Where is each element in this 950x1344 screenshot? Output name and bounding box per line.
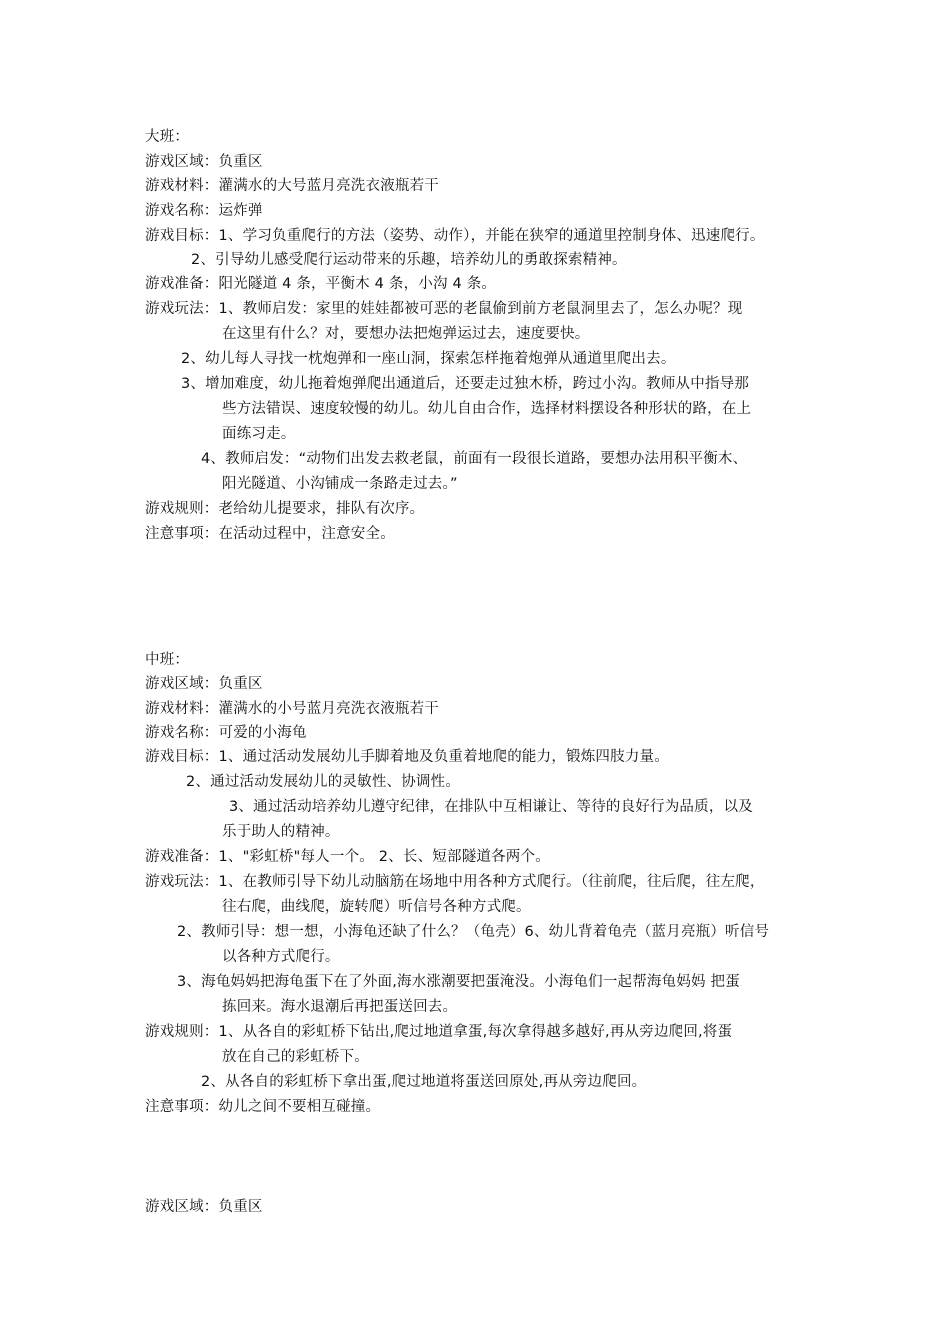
large-play-1a: 游戏玩法：1、教师启发：家里的娃娃都被可恶的老鼠偷到前方老鼠洞里去了，怎么办呢？现	[145, 301, 743, 317]
middle-goal-2: 2、通过活动发展幼儿的灵敏性、协调性。	[186, 774, 461, 790]
middle-materials: 游戏材料：灌满水的小号蓝月亮洗衣液瓶若干	[145, 701, 439, 717]
large-play-4b: 阳光隧道、小沟铺成一条路走过去。”	[222, 476, 458, 492]
large-play-3c: 面练习走。	[222, 426, 296, 442]
large-materials: 游戏材料：灌满水的大号蓝月亮洗衣液瓶若干	[145, 178, 439, 194]
middle-area: 游戏区域：负重区	[145, 676, 263, 692]
large-prep: 游戏准备：阳光隧道 4 条，平衡木 4 条，小沟 4 条。	[145, 276, 497, 292]
middle-play-2a: 2、教师引导：想一想，小海龟还缺了什么？（龟壳）6、幼儿背着龟壳（蓝月亮瓶）听信号	[177, 924, 770, 940]
middle-name: 游戏名称：可爱的小海龟	[145, 725, 307, 741]
large-play-3b: 些方法错误、速度较慢的幼儿。幼儿自由合作，选择材料摆设各种形状的路，在上	[222, 401, 752, 417]
middle-rules-2: 2、从各自的彩虹桥下拿出蛋,爬过地道将蛋送回原处,再从旁边爬回。	[201, 1074, 647, 1090]
middle-play-3a: 3、海龟妈妈把海龟蛋下在了外面,海水涨潮要把蛋淹没。小海龟们一起帮海龟妈妈 把蛋	[177, 974, 740, 990]
large-rules: 游戏规则：老给幼儿提要求，排队有次序。	[145, 501, 425, 517]
middle-notes: 注意事项：幼儿之间不要相互碰撞。	[145, 1099, 381, 1115]
large-play-3a: 3、增加难度，幼儿拖着炮弹爬出通道后，还要走过独木桥，跨过小沟。教师从中指导那	[181, 376, 750, 392]
middle-play-3b: 拣回来。海水退潮后再把蛋送回去。	[222, 999, 458, 1015]
section-heading-large: 大班：	[145, 129, 190, 145]
middle-goal-1: 游戏目标：1、通过活动发展幼儿手脚着地及负重着地爬的能力，锻炼四肢力量。	[145, 749, 669, 765]
middle-goal-3a: 3、通过活动培养幼儿遵守纪律，在排队中互相谦让、等待的良好行为品质，以及	[229, 799, 753, 815]
large-play-1b: 在这里有什么？对，要想办法把炮弹运过去，速度要快。	[222, 326, 590, 342]
middle-goal-3b: 乐于助人的精神。	[222, 824, 340, 840]
section-heading-middle: 中班：	[145, 652, 190, 668]
middle-play-2b: 以各种方式爬行。	[222, 949, 340, 965]
large-notes: 注意事项：在活动过程中，注意安全。	[145, 526, 395, 542]
large-goal-1: 游戏目标：1、学习负重爬行的方法（姿势、动作），并能在狭窄的通道里控制身体、迅速爬行。	[145, 228, 765, 244]
large-name: 游戏名称：运炸弹	[145, 203, 263, 219]
middle-rules-1a: 游戏规则：1、从各自的彩虹桥下钻出,爬过地道拿蛋,每次拿得越多越好,再从旁边爬回,将蛋	[145, 1024, 733, 1040]
large-play-2: 2、幼儿每人寻找一枕炮弹和一座山洞，探索怎样拖着炮弹从通道里爬出去。	[181, 351, 676, 367]
large-area: 游戏区域：负重区	[145, 154, 263, 170]
large-goal-2: 2、引导幼儿感受爬行运动带来的乐趣，培养幼儿的勇敢探索精神。	[191, 252, 627, 268]
middle-play-1a: 游戏玩法：1、在教师引导下幼儿动脑筋在场地中用各种方式爬行。（往前爬，往后爬，往左爬，	[145, 874, 765, 890]
middle-prep: 游戏准备：1、"彩虹桥"每人一个。 2、长、短部隧道各两个。	[145, 849, 550, 865]
middle-play-1b: 往右爬，曲线爬，旋转爬）听信号各种方式爬。	[222, 899, 531, 915]
third-area: 游戏区域：负重区	[145, 1199, 263, 1215]
large-play-4a: 4、教师启发：“动物们出发去救老鼠，前面有一段很长道路，要想办法用积平衡木、	[201, 451, 748, 467]
middle-rules-1b: 放在自己的彩虹桥下。	[222, 1049, 369, 1065]
